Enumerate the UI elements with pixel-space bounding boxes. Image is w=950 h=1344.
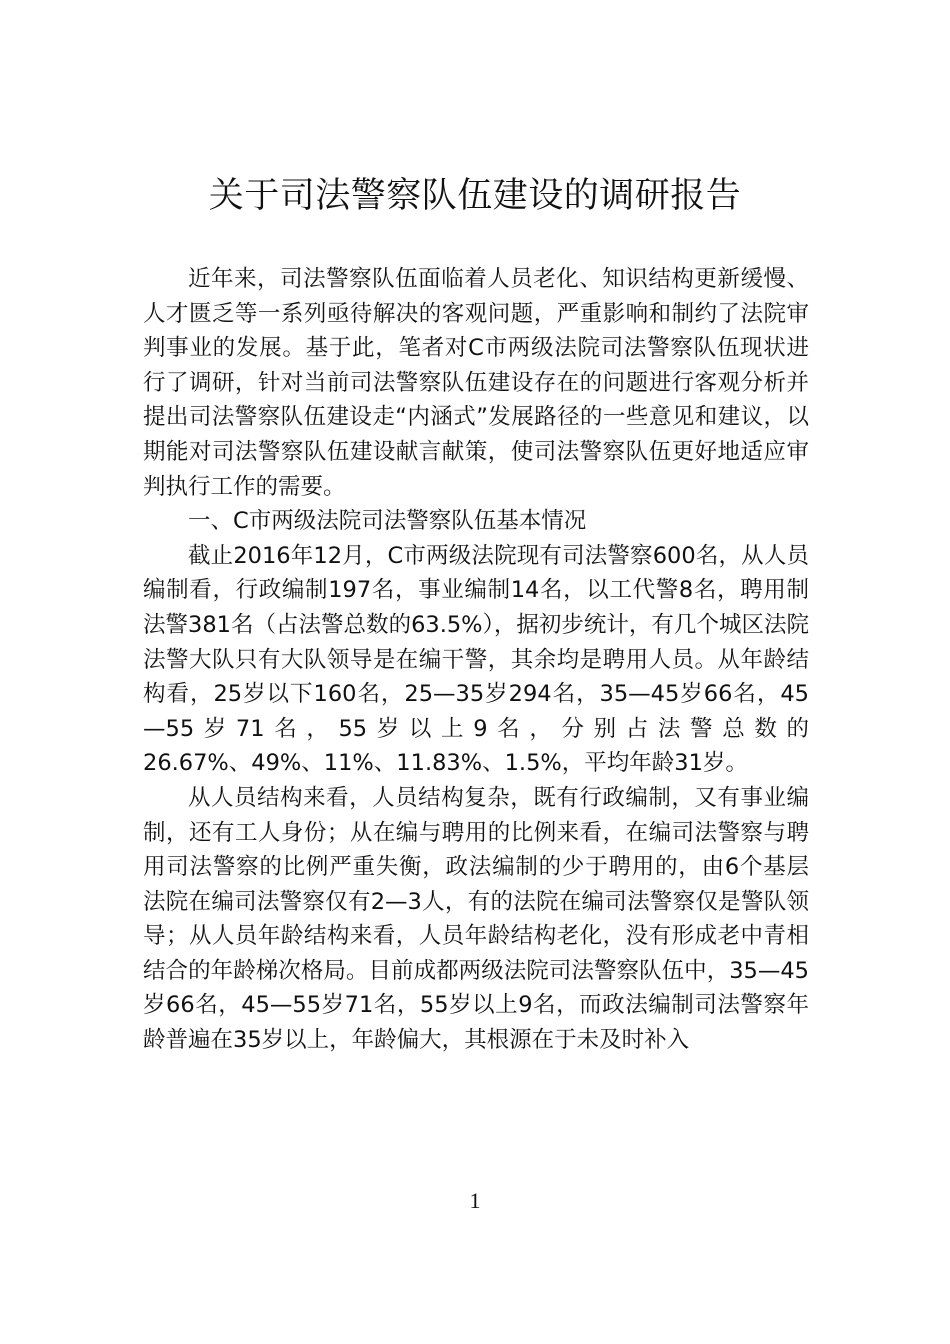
document-body — [143, 262, 809, 1058]
paragraph-statistics: 截止2016年12月，C市两级法院现有司法警察600名，从人员编制看，行政编制197名，事业编制14名，以工代警8名，聘用制法警381名（占法警总数的63.5%），据初步统计，有几个城区法院法警大队只有大队领导是在编干警，其余均是聘用人员。从年龄结构看，25岁以下160名，25—35岁294名，35—45岁66名，45—55岁71名，55岁以上9名，分别占法警总数的 — [143, 542, 809, 742]
paragraph-intro: 近年来，司法警察队伍面临着人员老化、知识结构更新缓慢、人才匮乏等一系列亟待解决的客观问题，严重影响和制约了法院审判事业的发展。基于此，笔者对C市两级法院司法警察队伍现状进行了调研，针对当前司法警察队伍建设存在的问题进行客观分析并提出司法警察队伍建设走“内涵式”发展路径的一些意见和建议，以期能对司法警察队伍建设献言献策，使司法警察队伍更好地适应审判执行工作的需要。 — [143, 266, 809, 500]
paragraph-statistics-continued: 26.67%、49%、11%、11.83%、1.5%，平均年龄31岁。 — [143, 750, 748, 777]
document-title: 关于司法警察队伍建设的调研报告 — [208, 176, 742, 216]
section-heading-1: 一、C市两级法院司法警察队伍基本情况 — [188, 508, 587, 535]
paragraph-structure: 从人员结构来看，人员结构复杂，既有行政编制，又有事业编制，还有工人身份；从在编与聘用的比例来看，在编司法警察与聘用司法警察的比例严重失衡，政法编制的少于聘用的，由6个基层法院在编司法警察仅有2—3人，有的法院在编司法警察仅是警队领导；从人员年龄结构来看，人员年龄结构老化，没有形成老中青相结合的年龄梯次格局。目前成都两级法院司法警察队伍中，35—45岁66名，45—55岁71名，55岁以上9名，而政法编制司法警察年龄普遍在35岁以上，年龄偏大，其根源在于未及时补入 — [143, 784, 809, 1054]
page-number: 1 — [469, 1188, 481, 1213]
